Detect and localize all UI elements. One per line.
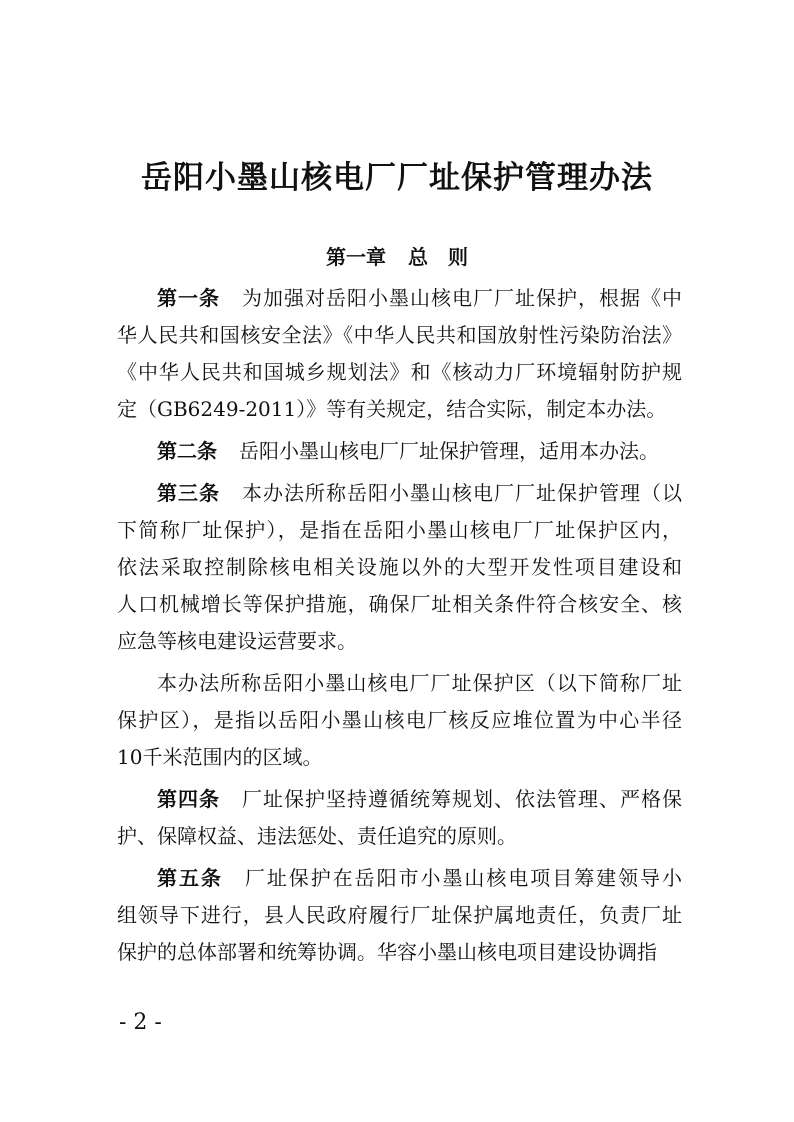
article-paragraph bbox=[117, 665, 682, 776]
paragraph-line bbox=[117, 512, 682, 549]
document-body bbox=[117, 280, 682, 976]
paragraph-line bbox=[117, 354, 682, 391]
article-paragraph bbox=[117, 860, 682, 971]
article-paragraph bbox=[117, 433, 682, 470]
line-text: 应急等核电建设运营要求。 bbox=[117, 629, 357, 653]
line-text: 为加强对岳阳小墨山核电厂厂址保护，根据《中 bbox=[242, 286, 682, 310]
paragraph-line bbox=[117, 818, 682, 855]
line-text: 人口机械增长等保护措施，确保厂址相关条件符合核安全、核 bbox=[117, 592, 682, 616]
paragraph-line bbox=[117, 280, 682, 317]
paragraph-line bbox=[117, 860, 682, 897]
line-text: 组领导下进行，县人民政府履行厂址保护属地责任，负责厂址 bbox=[117, 903, 682, 927]
paragraph-line bbox=[117, 586, 682, 623]
paragraph-line bbox=[117, 702, 682, 739]
article-paragraph bbox=[117, 781, 682, 855]
chapter-name: 总 则 bbox=[408, 245, 468, 269]
line-text: 10千米范围内的区域。 bbox=[117, 745, 323, 769]
article-label: 第三条 bbox=[157, 481, 220, 505]
article-paragraph bbox=[117, 280, 682, 428]
paragraph-line bbox=[117, 433, 682, 470]
line-text: 保护区），是指以岳阳小墨山核电厂核反应堆位置为中心半径 bbox=[117, 708, 682, 732]
line-text: 华人民共和国核安全法》《中华人民共和国放射性污染防治法》 bbox=[117, 323, 682, 347]
paragraph-line bbox=[117, 897, 682, 934]
paragraph-line bbox=[117, 934, 682, 971]
chapter-heading bbox=[0, 241, 794, 270]
line-text: 依法采取控制除核电相关设施以外的大型开发性项目建设和 bbox=[117, 555, 682, 579]
line-text: 厂址保护在岳阳市小墨山核电项目筹建领导小 bbox=[244, 866, 683, 890]
paragraph-line bbox=[117, 549, 682, 586]
line-text: 保护的总体部署和统筹协调。华容小墨山核电项目建设协调指 bbox=[117, 940, 657, 964]
document-title: 岳阳小墨山核电厂厂址保护管理办法 bbox=[141, 160, 653, 196]
line-text: 岳阳小墨山核电厂厂址保护管理，适用本办法。 bbox=[239, 439, 659, 463]
line-text: 厂址保护坚持遵循统筹规划、依法管理、严格保 bbox=[242, 787, 682, 811]
chapter-label: 第一章 bbox=[326, 245, 386, 269]
article-label: 第一条 bbox=[157, 286, 220, 310]
paragraph-line bbox=[117, 665, 682, 702]
paragraph-line bbox=[117, 475, 682, 512]
article-label: 第五条 bbox=[157, 866, 223, 890]
line-text: 下简称厂址保护），是指在岳阳小墨山核电厂厂址保护区内， bbox=[117, 518, 682, 542]
article-label: 第二条 bbox=[157, 439, 217, 463]
paragraph-line bbox=[117, 781, 682, 818]
line-text: 《中华人民共和国城乡规划法》和《核动力厂环境辐射防护规 bbox=[117, 360, 682, 384]
paragraph-line bbox=[117, 739, 682, 776]
line-text: 护、保障权益、违法惩处、责任追究的原则。 bbox=[117, 824, 517, 848]
paragraph-line bbox=[117, 317, 682, 354]
page-number: - 2 - bbox=[119, 1010, 162, 1035]
line-text: 定（GB6249-2011）》等有关规定，结合实际，制定本办法。 bbox=[117, 397, 667, 421]
paragraph-line bbox=[117, 623, 682, 660]
article-paragraph bbox=[117, 475, 682, 660]
paragraph-line bbox=[117, 391, 682, 428]
line-text: 本办法所称岳阳小墨山核电厂厂址保护区（以下简称厂址 bbox=[157, 671, 682, 695]
line-text: 本办法所称岳阳小墨山核电厂厂址保护管理（以 bbox=[242, 481, 682, 505]
article-label: 第四条 bbox=[157, 787, 220, 811]
